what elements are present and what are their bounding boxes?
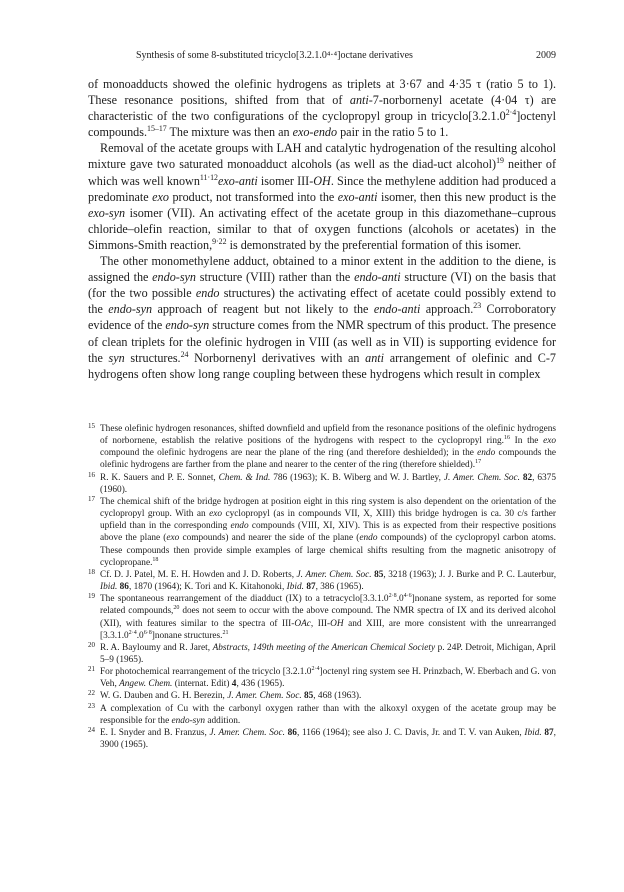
paragraph-1: of monoadducts showed the olefinic hydrogens as triplets at 3·67 and 4·35 τ (ratio 5 to 1). These resonance positions, shifted from that of anti-7-norbornenyl acetate (4·04 τ) are characteristic of the two configurations of the cyclopropyl group in $tricyclo[3.2.1.0^{2\cdot 4}]octenyl$ compounds.$^{15-17}$ The mixture was then an exo-endo pair in the ratio 5 to 1. — [88, 77, 556, 140]
footnote-number: 21 — [88, 665, 95, 674]
footnote-number: 15 — [88, 422, 95, 430]
page-number: 2009 — [536, 50, 556, 61]
footnote-number: 20 — [88, 640, 95, 649]
footnote-20: 20 R. A. Bayloumy and R. Jaret, Abstracts, 149th meeting of the American Chemical Society p. 24P. Detroit, Michigan, April 5–9 (1965). — [88, 640, 557, 665]
footnote-17: 17 The chemical shift of the bridge hydrogen at position eight in this ring system is also dependent on the orientation of the cyclopropyl group. With an exo cyclopropyl (as in compounds VII, X, XIII) this bridge hydrogen is ca. 30 c/s farther upfield than in the corresponding endo compounds (VIII, XI, XIV). This is as expected from their respective positions above the plane (exo compounds) and nearer the side of the plane (endo compounds) of the cyclopropyl carbon atoms. These compounds then provide simple examples of large chemical shifts resulting from the magnetic anisotropy of cyclopropane.$^{18}$ — [88, 494, 556, 568]
footnote-number: 19 — [88, 592, 95, 601]
footnote-number: 23 — [88, 701, 95, 710]
running-title: Synthesis of some 8-substituted tricyclo[3.2.1.0⁴·⁴]octane derivatives — [136, 50, 413, 61]
footnote-23: 23 A complexation of Cu with the carbonyl oxygen rather than with the alkoxyl oxygen of the acetate group may be responsible for the endo-syn addition. — [88, 701, 556, 726]
footnote-19: 19 The spontaneous rearrangement of the diadduct (IX) to a $tetracyclo[3.3.1.0^{2\cdot 8}.0^{4\cdot 6}]nonane$ system, as reported for some related compounds,$^{20}$ does not seem to occur with the above compound. The NMR spectra of IX and its derived alcohol (XII), with features similar to the spectra of III-OAc, III-OH and XIII, are more consistent with the unrearranged $[3.3.1.0^{2\cdot 4}.0^{6\cdot 8}]nonane$ structures.$^{21}$ — [88, 592, 557, 641]
footnote-number: 24 — [88, 725, 95, 734]
footnote-21: 21 For photochemical rearrangement of the tricyclo $[3.2.1.0^{2\cdot 4}]octenyl$ ring system see H. Prinzbach, W. Eberbach and G. von Veh, Angew. Chem. (internat. Edit) 4, 436 (1965). — [88, 665, 556, 690]
footnote-number: 22 — [88, 689, 95, 698]
footnote-24: 24 E. I. Snyder and B. Franzus, J. Amer. Chem. Soc. 86, 1166 (1964); see also J. C. Davis, Jr. and T. V. van Auken, Ibid. 87, 3900 (1965). — [88, 725, 556, 751]
footnote-number: 18 — [88, 567, 95, 576]
paragraph-2: Removal of the acetate groups with LAH and catalytic hydrogenation of the resulting alcohol mixture gave two saturated monoadduct alcohols (as well as the diad-uct alcohol)$^{19}$ neither of which was well known$^{11\cdot 12}$exo-anti isomer III-OH. Since the methylene addition had produced a predominate exo product, not transformed into the exo-anti isomer, then this new product is the exo-syn isomer (VII). An activating effect of the acetate group in this diazomethane–cuprous chloride–olefin reaction, similar to that of oxygen functions (alcohols or acetates) in the Simmons-Smith reaction,$^{9\cdot 22}$ is demonstrated by the preferential formation of this isomer. — [88, 141, 557, 252]
footnote-22: 22 W. G. Dauben and G. H. Berezin, J. Amer. Chem. Soc. 85, 468 (1963). — [88, 689, 362, 702]
footnote-15: 15 These olefinic hydrogen resonances, shifted downfield and upfield from the resonance positions of the olefinic hydrogens of norbornene, establish the relative positions of the hydrogens with respect to the cyclopropyl ring.$^{16}$ In the exo compound the olefinic hydrogens are near the plane of the ring (and therefore deshielded); in the endo compounds the olefinic hydrogens are farther from the plane and nearer to the center of the ring (therefore shielded).$^{17}$ — [88, 422, 556, 471]
footnote-number: 16 — [88, 470, 95, 479]
main-text — [88, 76, 556, 382]
footnote-18: 18 Cf. D. J. Patel, M. E. H. Howden and J. D. Roberts, J. Amer. Chem. Soc. 85, 3218 (1963); J. J. Burke and P. C. Lauterbur, Ibid. 86, 1870 (1964); K. Tori and K. Kitahonoki, Ibid. 87, 386 (1965). — [88, 567, 557, 593]
footnote-number: 17 — [88, 494, 95, 503]
footnotes — [90, 423, 556, 751]
paragraph-3: The other monomethylene adduct, obtained to a minor extent in the addition to the diene, is assigned the endo-syn structure (VIII) rather than the endo-anti structure (VI) on the basis that (for the two possible endo structures) the activating effect of acetate could possibly extend to the endo-syn approach of reagent but not likely to the endo-anti approach.$^{23}$ Corroboratory evidence of the endo-syn structure comes from the NMR spectrum of this product. The presence of clean triplets for the olefinic hydrogen in VIII (as well as in VII) is supporting evidence for the syn structures.$^{24}$ Norbornenyl derivatives with an anti arrangement of olefinic and C-7 hydrogens often show long range coupling between these hydrogens which result in complex — [88, 254, 557, 381]
footnote-16: 16 R. K. Sauers and P. E. Sonnet, Chem. & Ind. 786 (1963); K. B. Wiberg and W. J. Bartley, J. Amer. Chem. Soc. 82, 6375 (1960). — [88, 470, 556, 495]
